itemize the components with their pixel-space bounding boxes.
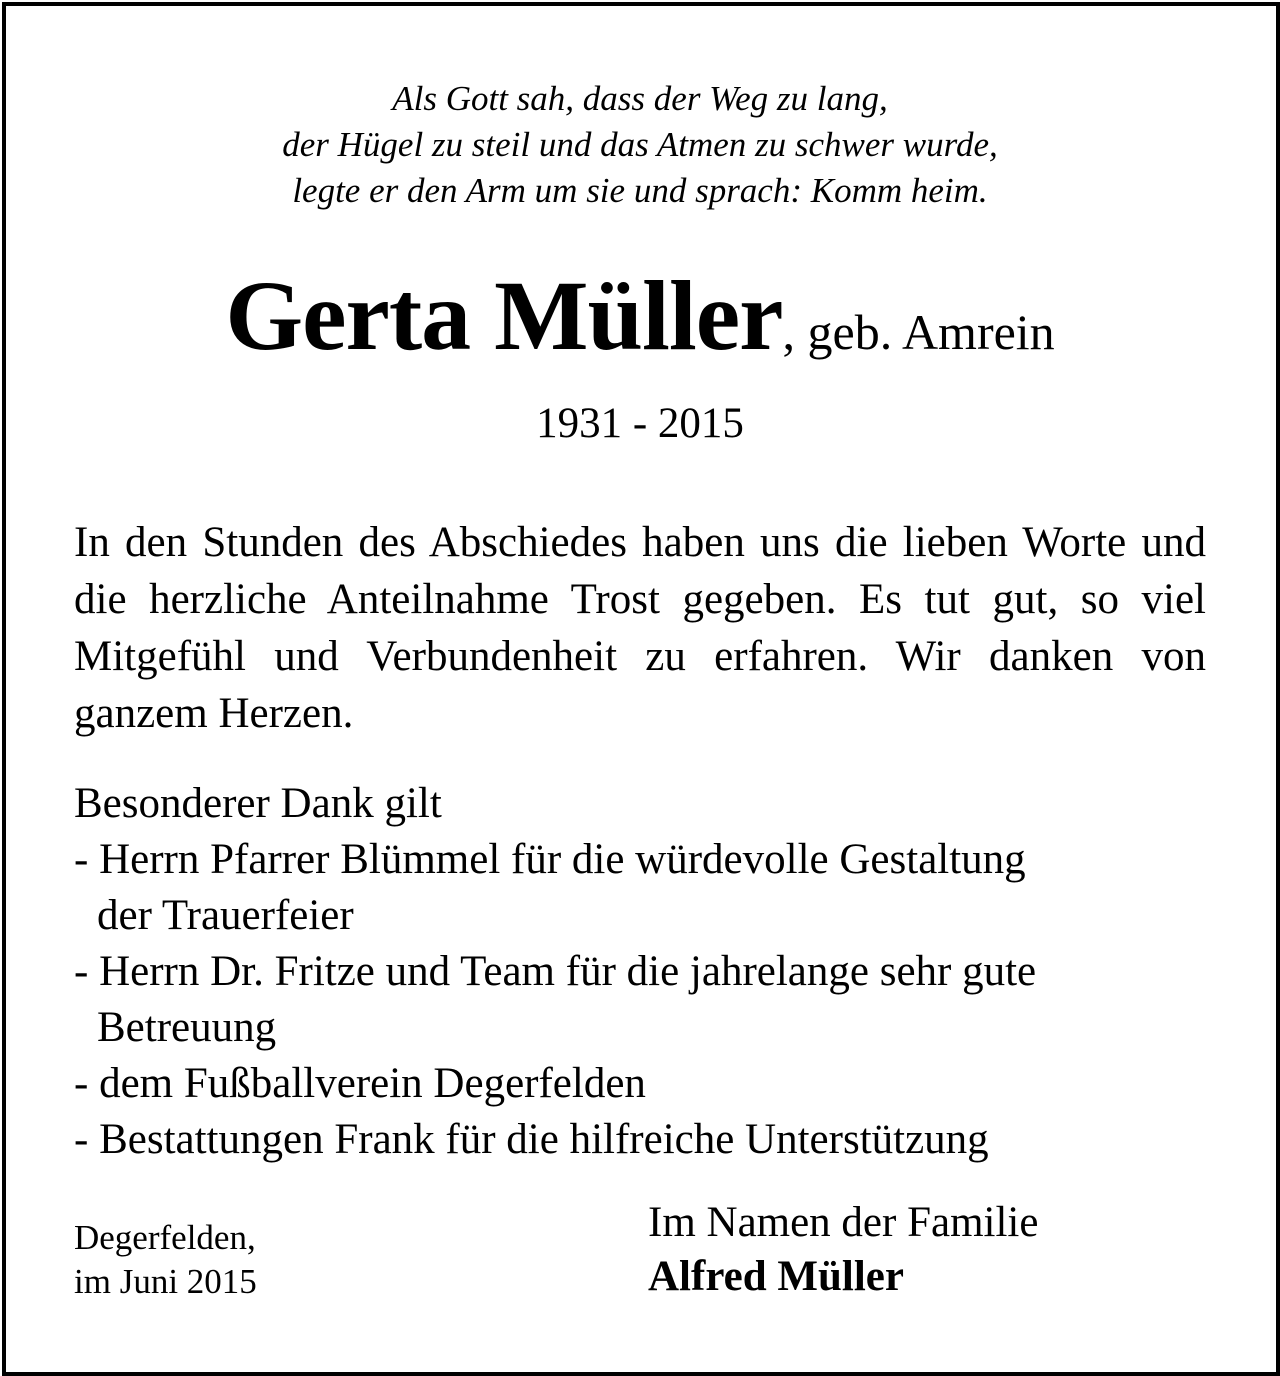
thanks-intro: Besonderer Dank gilt bbox=[74, 780, 442, 827]
signature-block bbox=[648, 1196, 1038, 1304]
poem-line: legte er den Arm um sie und sprach: Komm heim. bbox=[292, 171, 988, 210]
place-and-date bbox=[74, 1216, 257, 1304]
poem-line: Als Gott sah, dass der Weg zu lang, bbox=[392, 79, 888, 118]
thank-you-message: In den Stunden des Abschiedes haben uns die lieben Worte und die herzliche Anteilnahme Trost gegeben. Es tut gut, so viel Mitgefühl und Verbundenheit zu erfahren. Wir danken von ganzem Herzen. bbox=[74, 519, 1206, 737]
memorial-poem bbox=[0, 76, 1280, 214]
poem-line: der Hügel zu steil und das Atmen zu schwer wurde, bbox=[282, 125, 998, 164]
deceased-name: Gerta Müller bbox=[225, 260, 783, 371]
thanks-item: - Bestattungen Frank für die hilfreiche Unterstützung bbox=[74, 1116, 989, 1163]
date: im Juni 2015 bbox=[74, 1262, 257, 1301]
thanks-item: - Herrn Pfarrer Blümmel für die würdevolle Gestaltung bbox=[74, 836, 1026, 883]
family-line: Im Namen der Familie bbox=[648, 1199, 1039, 1246]
deceased-heading bbox=[0, 258, 1280, 373]
signer-name: Alfred Müller bbox=[648, 1253, 904, 1300]
special-thanks bbox=[74, 776, 1206, 1168]
place: Degerfelden, bbox=[74, 1218, 256, 1257]
thanks-item-continuation: Betreuung bbox=[97, 1004, 277, 1051]
thanks-item-continuation: der Trauerfeier bbox=[97, 892, 354, 939]
maiden-name: , geb. Amrein bbox=[782, 304, 1055, 360]
thanks-item: - Herrn Dr. Fritze und Team für die jahrelange sehr gute bbox=[74, 948, 1037, 995]
life-years: 1931 - 2015 bbox=[536, 400, 744, 447]
thanks-item: - dem Fußballverein Degerfelden bbox=[74, 1060, 646, 1107]
